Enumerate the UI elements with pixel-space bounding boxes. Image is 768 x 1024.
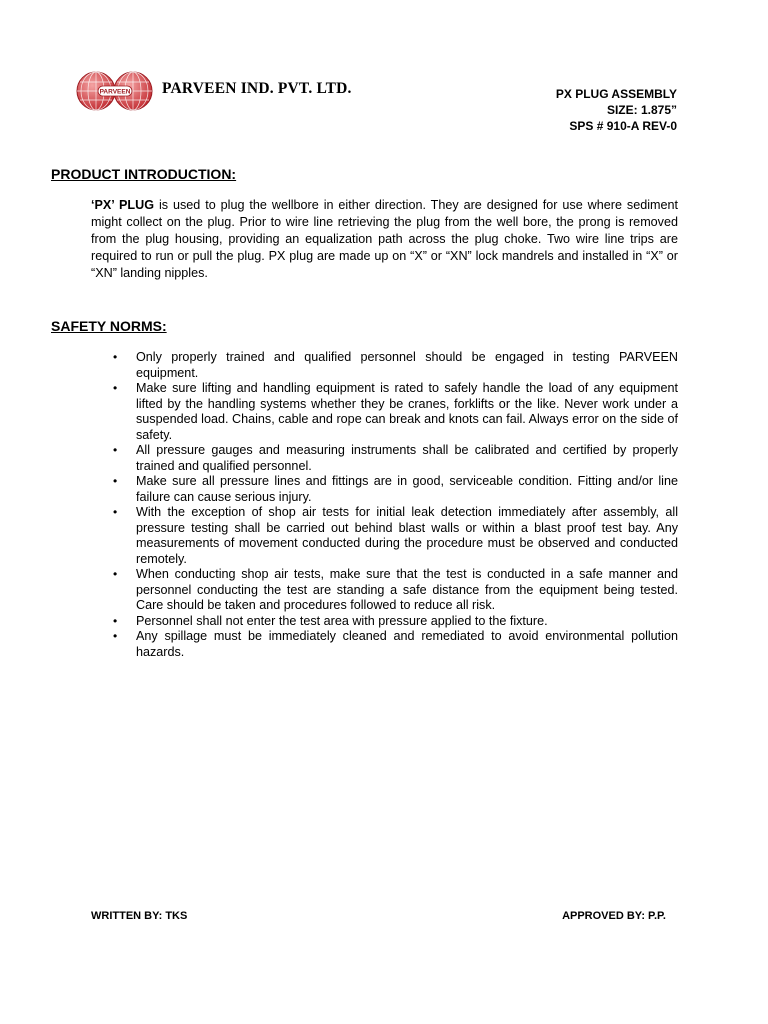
approved-by: APPROVED BY: P.P. [562, 910, 666, 922]
document-reference-block [556, 86, 677, 134]
company-name: PARVEEN IND. PVT. LTD. [162, 80, 352, 97]
list-item: • With the exception of shop air tests for initial leak detection immediately after assembly, all pressure testing shall be carried out behind blast walls or within a blast proof test bay. Any measurements of movement conducted during the procedure must be observed and conducted remotely. [113, 505, 678, 566]
list-item: • Only properly trained and qualified personnel should be engaged in testing PARVEEN equipment. [113, 350, 678, 380]
product-introduction-text [91, 197, 678, 282]
list-item: • All pressure gauges and measuring instruments shall be calibrated and certified by properly trained and qualified personnel. [113, 443, 678, 473]
bullet-icon: • [113, 381, 118, 395]
bullet-icon: • [113, 350, 118, 364]
bullet-icon: • [113, 505, 118, 519]
product-name: ‘PX’ PLUG [91, 198, 155, 212]
list-item: • Make sure lifting and handling equipment is rated to safely handle the load of any equipment lifted by the handling systems whether they be cranes, forklifts or the like. Never work under a suspended load. Chains, cable and rope can break and knots can fail. Always error on the side of safety. [113, 381, 678, 442]
safety-norms-heading: SAFETY NORMS: [51, 318, 167, 334]
bullet-icon: • [113, 474, 118, 488]
bullet-icon: • [113, 613, 118, 628]
list-item: • Make sure all pressure lines and fittings are in good, serviceable condition. Fitting and/or line failure can cause serious injury. [113, 474, 678, 504]
bullet-icon: • [113, 567, 118, 581]
bullet-icon: • [113, 629, 118, 643]
bullet-icon: • [113, 443, 118, 457]
parveen-globe-logo [76, 70, 154, 112]
written-by: WRITTEN BY: TKS [91, 910, 188, 922]
document-size: SIZE: 1.875” [606, 103, 677, 117]
document-number: SPS # 910-A REV-0 [569, 119, 677, 133]
logo-text: PARVEEN [99, 88, 131, 96]
list-item: • When conducting shop air tests, make sure that the test is conducted in a safe manner and personnel conducting the test are standing a safe distance from the equipment being tested. Care should be taken and procedures followed to reduce all risk. [113, 567, 678, 612]
safety-norms-list [91, 350, 678, 660]
document-title: PX PLUG ASSEMBLY [555, 87, 677, 101]
list-item: • Any spillage must be immediately cleaned and remediated to avoid environmental pollution hazards. [113, 629, 678, 659]
list-item: • Personnel shall not enter the test area with pressure applied to the fixture. [113, 613, 548, 628]
product-description: is used to plug the wellbore in either direction. They are designed for use where sediment might collect on the plug. Prior to wire line retrieving the plug from the well bore, the prong is removed from the plug housing, providing an equalization path across the plug choke. Two wire line trips are required to run or pull the plug. PX plug are made up on “X” or “XN” lock mandrels and installed in “X” or “XN” landing nipples. [91, 198, 678, 280]
product-introduction-heading: PRODUCT INTRODUCTION: [51, 166, 237, 182]
